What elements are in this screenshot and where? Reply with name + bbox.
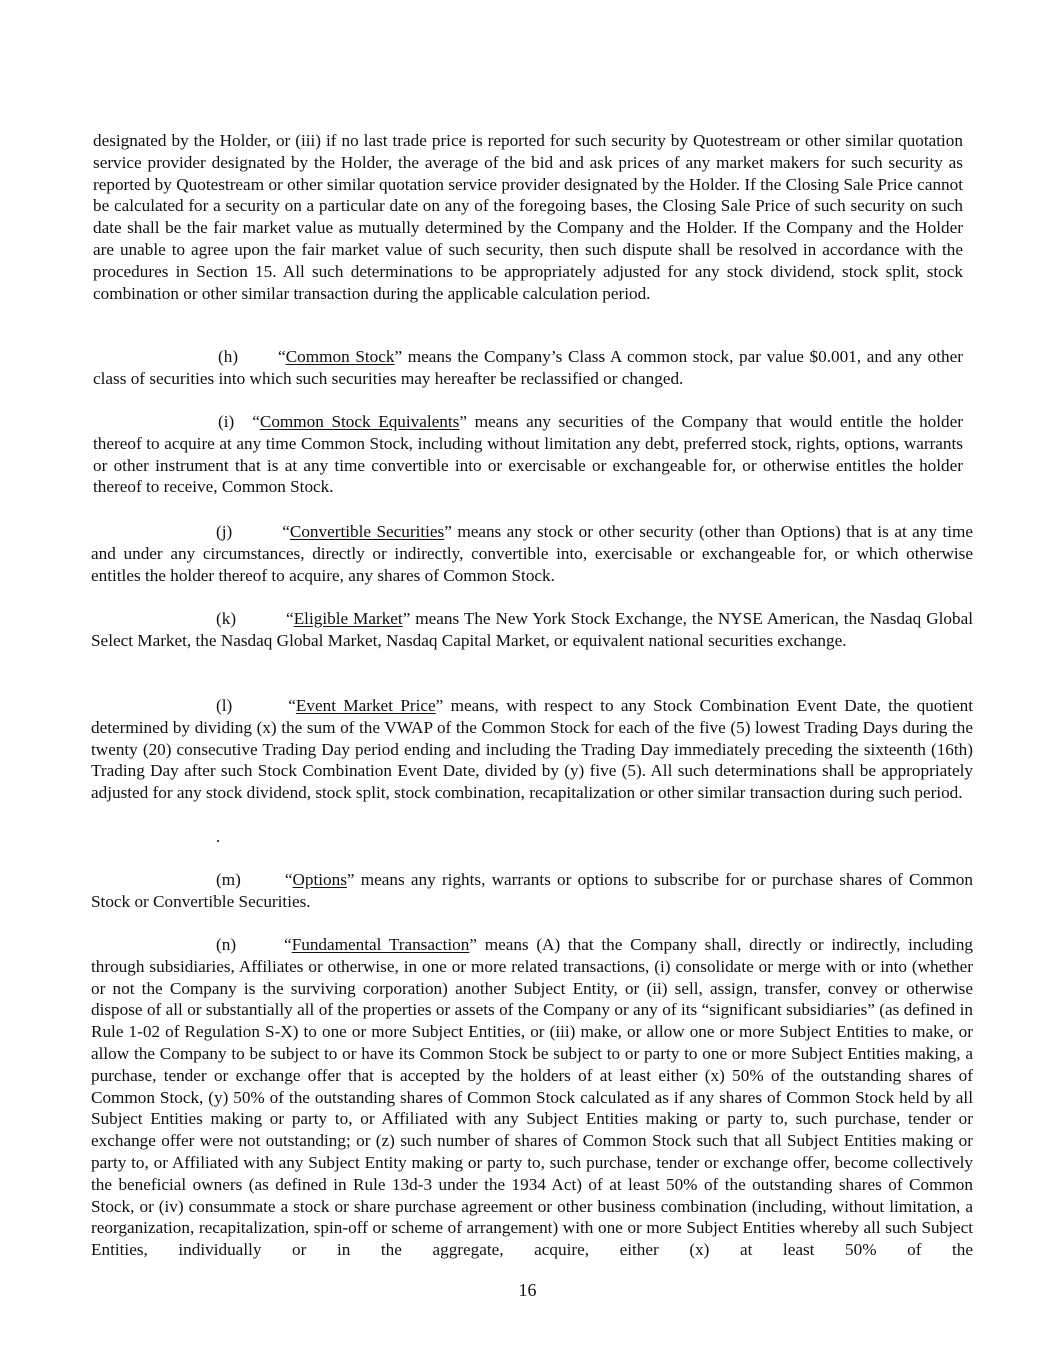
section-label-j: (j) xyxy=(216,522,233,541)
defined-term-event-market-price: Event Market Price xyxy=(295,696,436,715)
stray-period: . xyxy=(216,827,221,846)
open-quote: “ xyxy=(286,609,294,628)
definition-event-market-price xyxy=(91,695,973,804)
definition-options xyxy=(91,869,973,913)
definition-body: ” means, with respect to any Stock Combination Event Date, the quotient determined by dividing (x) the sum of the VWAP of the Common Stock for each of the five (5) lowest Trading Days during the twenty (20) consecutive Trading Day period ending and including the Trading Day immediately preceding the sixteenth (16th) Trading Day after such Stock Combination Event Date, divided by (y) five (5). All such determinations shall be appropriately adjusted for any stock dividend, stock split, stock combination, recapitalization or other similar transaction during such period. xyxy=(91,696,973,803)
open-quote: “ xyxy=(278,347,286,366)
open-quote: “ xyxy=(284,935,292,954)
open-quote: “ xyxy=(288,696,296,715)
open-quote: “ xyxy=(252,412,260,431)
section-label-l: (l) xyxy=(216,696,233,715)
defined-term-eligible-market: Eligible Market xyxy=(293,609,403,628)
definition-body: ” means The New York Stock Exchange, the NYSE American, the Nasdaq Global Select Market, the Nasdaq Global Market, Nasdaq Capital Market, or equivalent national securities exchange. xyxy=(91,609,973,650)
section-label-h: (h) xyxy=(218,347,239,366)
definition-common-stock xyxy=(93,346,963,390)
defined-term-common-stock: Common Stock xyxy=(285,347,395,366)
page-number: 16 xyxy=(518,1280,537,1300)
definition-body: ” means any stock or other security (other than Options) that is at any time and under any circumstances, directly or indirectly, convertible into, exercisable or exchangeable for, or which otherwise entitles the holder thereof to acquire, any shares of Common Stock. xyxy=(91,522,973,585)
definition-body: ” means any rights, warrants or options to subscribe for or purchase shares of Common Stock or Convertible Securities. xyxy=(91,870,973,911)
defined-term-convertible-securities: Convertible Securities xyxy=(289,522,445,541)
definition-fundamental-transaction xyxy=(91,934,973,1261)
section-label-m: (m) xyxy=(216,870,241,889)
section-label-i: (i) xyxy=(218,412,235,431)
defined-term-common-stock-equivalents: Common Stock Equivalents xyxy=(259,412,460,431)
definition-body: ” means any securities of the Company that would entitle the holder thereof to acquire at any time Common Stock, including without limitation any debt, preferred stock, rights, options, warrants or other instrument that is at any time convertible into or exercisable or exchangeable for, or otherwise entitles the holder thereof to receive, Common Stock. xyxy=(93,412,963,497)
defined-term-options: Options xyxy=(292,870,347,889)
defined-term-fundamental-transaction: Fundamental Transaction xyxy=(291,935,470,954)
open-quote: “ xyxy=(284,870,293,889)
paragraph-closing-sale-price-continuation: designated by the Holder, or (iii) if no last trade price is reported for such security by Quotestream or other similar quotation service provider designated by the Holder, the average of the bid and ask prices of any market makers for such security as reported by Quotestream or other similar quotation service provider designated by the Holder. If the Closing Sale Price cannot be calculated for a security on a particular date on any of the foregoing bases, the Closing Sale Price of such security on such date shall be the fair market value as mutually determined by the Company and the Holder. If the Company and the Holder are unable to agree upon the fair market value of such security, then such dispute shall be resolved in accordance with the procedures in Section 15. All such determinations to be appropriately adjusted for any stock dividend, stock split, stock combination or other similar transaction during the applicable calculation period. xyxy=(93,131,963,303)
open-quote: “ xyxy=(282,522,290,541)
definition-body: ” means (A) that the Company shall, directly or indirectly, including through subsidiaries, Affiliates or otherwise, in one or more related transactions, (i) consolidate or merge with or into (whether or not the Company is the surviving corporation) another Subject Entity, or (ii) sell, assign, transfer, convey or otherwise dispose of all or substantially all of the properties or assets of the Company or any of its “significant subsidiaries” (as defined in Rule 1-02 of Regulation S-X) to one or more Subject Entities, or (iii) make, or allow one or more Subject Entities to make, or allow the Company to be subject to or have its Common Stock be subject to or party to one or more Subject Entities making, a purchase, tender or exchange offer that is accepted by the holders of at least either (x) 50% of the outstanding shares of Common Stock, (y) 50% of the outstanding shares of Common Stock calculated as if any shares of Common Stock held by all Subject Entities making or party to, or Affiliated with any Subject Entities making or party to, such purchase, tender or exchange offer were not outstanding; or (z) such number of shares of Common Stock such that all Subject Entities making or party to, or Affiliated with any Subject Entity making or party to, such purchase, tender or exchange offer, become collectively the beneficial owners (as defined in Rule 13d-3 under the 1934 Act) of at least 50% of the outstanding shares of Common Stock, or (iv) consummate a stock or share purchase agreement or other business combination (including, without limitation, a reorganization, recapitalization, spin-off or scheme of arrangement) with one or more Subject Entities whereby all such Subject Entities, individually or in the aggregate, acquire, either (x) at least 50% of the xyxy=(91,935,974,1260)
definition-convertible-securities xyxy=(91,521,973,586)
definition-body: ” means the Company’s Class A common stock, par value $0.001, and any other class of securities into which such securities may hereafter be reclassified or changed. xyxy=(93,347,963,388)
section-label-n: (n) xyxy=(216,935,237,954)
definition-common-stock-equivalents xyxy=(93,411,963,498)
section-label-k: (k) xyxy=(216,609,237,628)
definition-eligible-market xyxy=(91,608,973,652)
